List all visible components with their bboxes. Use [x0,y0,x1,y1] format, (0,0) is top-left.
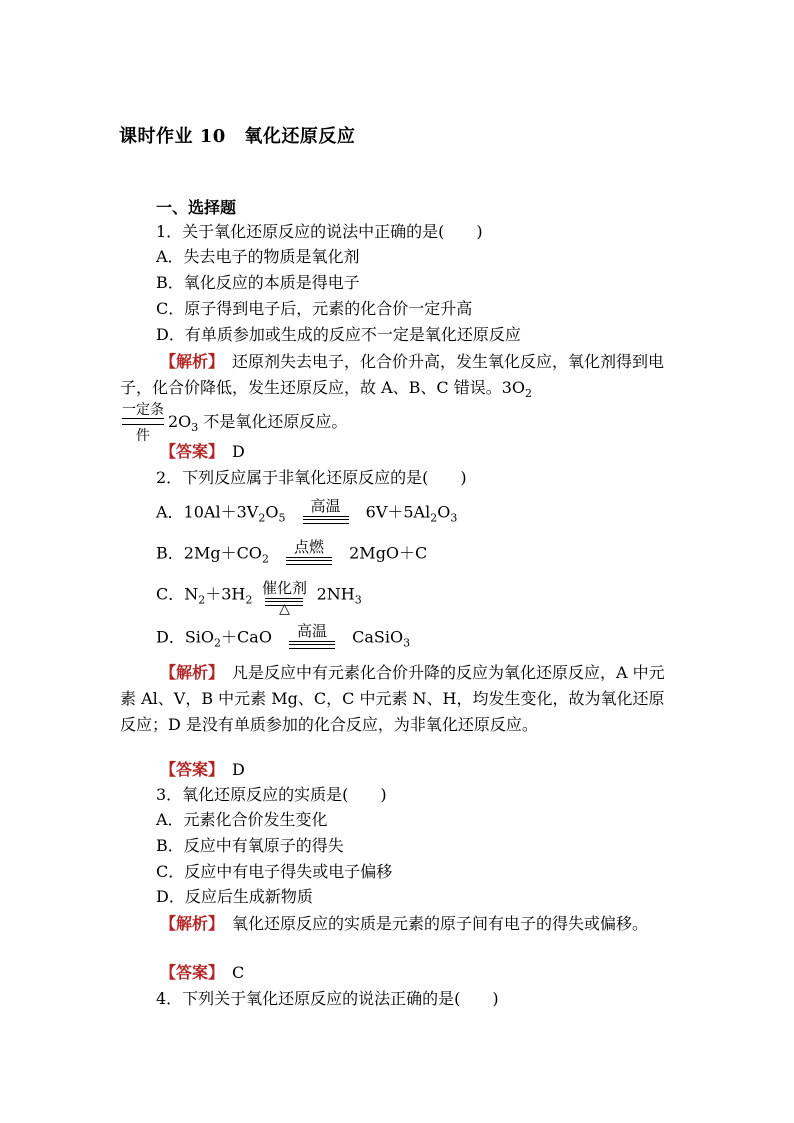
q1-option-a: A．失去电子的物质是氧化剂 [156,247,360,266]
q1-analysis: 【解析】 还原剂失去电子，化合价升高，发生氧化反应，氧化剂得到电子，化合价降低，发生还原反应，故 A、B、C 错误。$3O_2$ 一定条件 $2O_3$ 不是氧化还原反应。 [120,352,665,445]
reaction-condition-arrow: 一定条件 [122,402,164,445]
q2-answer [160,759,245,781]
answer-value: C [232,963,245,982]
reaction-arrow: 催化剂 △ [261,579,307,617]
q3-answer [160,962,244,984]
answer-value: D [232,442,245,461]
q1-option-d: D．有单质参加或生成的反应不一定是氧化还原反应 [156,325,521,344]
answer-label: 【答案】 [160,963,217,982]
q3-option-d: D．反应后生成新物质 [156,887,313,906]
q1-answer [160,441,245,463]
q3-stem: 3．氧化还原反应的实质是( ) [156,785,387,804]
analysis-label: 【解析】 [160,663,217,682]
section-heading: 一、选择题 [156,198,237,217]
q2-option-c: C．$N_2+3H_2$ 催化剂 △ $2NH_3$ [156,579,362,617]
analysis-label: 【解析】 [160,914,217,933]
q3-option-a: A．元素化合价发生变化 [156,810,328,829]
analysis-label: 【解析】 [160,352,217,371]
q1-option-b: B．氧化反应的本质是得电子 [156,273,360,292]
answer-label: 【答案】 [160,442,217,461]
reaction-arrow: 高温 [297,495,355,531]
q2-option-b: B．$2Mg+CO_2$ 点燃 2MgO＋C [156,536,427,572]
answer-label: 【答案】 [160,760,217,779]
q2-analysis: 【解析】 凡是反应中有元素化合价升降的反应为氧化还原反应，A 中元素 Al、V，B 中元素 Mg、C，C 中元素 N、H，均发生变化，故为氧化还原反应；D 是没有单质参加的化合反应，为非氧化还原反应。 [120,663,665,734]
q2-option-a: A．$10Al+3V_2O_5$ 高温 $6V+5Al_2O_3$ [156,495,457,531]
q3-option-c: C．反应中有电子得失或电子偏移 [156,862,393,881]
q4-stem: 4．下列关于氧化还原反应的说法正确的是( ) [156,989,499,1008]
q1-stem: 1．关于氧化还原反应的说法中正确的是( ) [156,222,483,241]
reaction-arrow: 高温 [283,620,341,656]
page-title: 课时作业 10 氧化还原反应 [119,126,356,147]
q3-analysis: 【解析】 氧化还原反应的实质是元素的原子间有电子的得失或偏移。 [160,914,649,933]
q1-option-c: C．原子得到电子后，元素的化合价一定升高 [156,299,473,318]
reaction-arrow: 点燃 [280,536,338,572]
q3-option-b: B．反应中有氧原子的得失 [156,836,344,855]
q2-stem: 2．下列反应属于非氧化还原反应的是( ) [156,468,467,487]
q2-option-d: D．SiO$_2$＋CaO 高温 CaSiO$_3$ [156,620,410,656]
answer-value: D [232,760,245,779]
